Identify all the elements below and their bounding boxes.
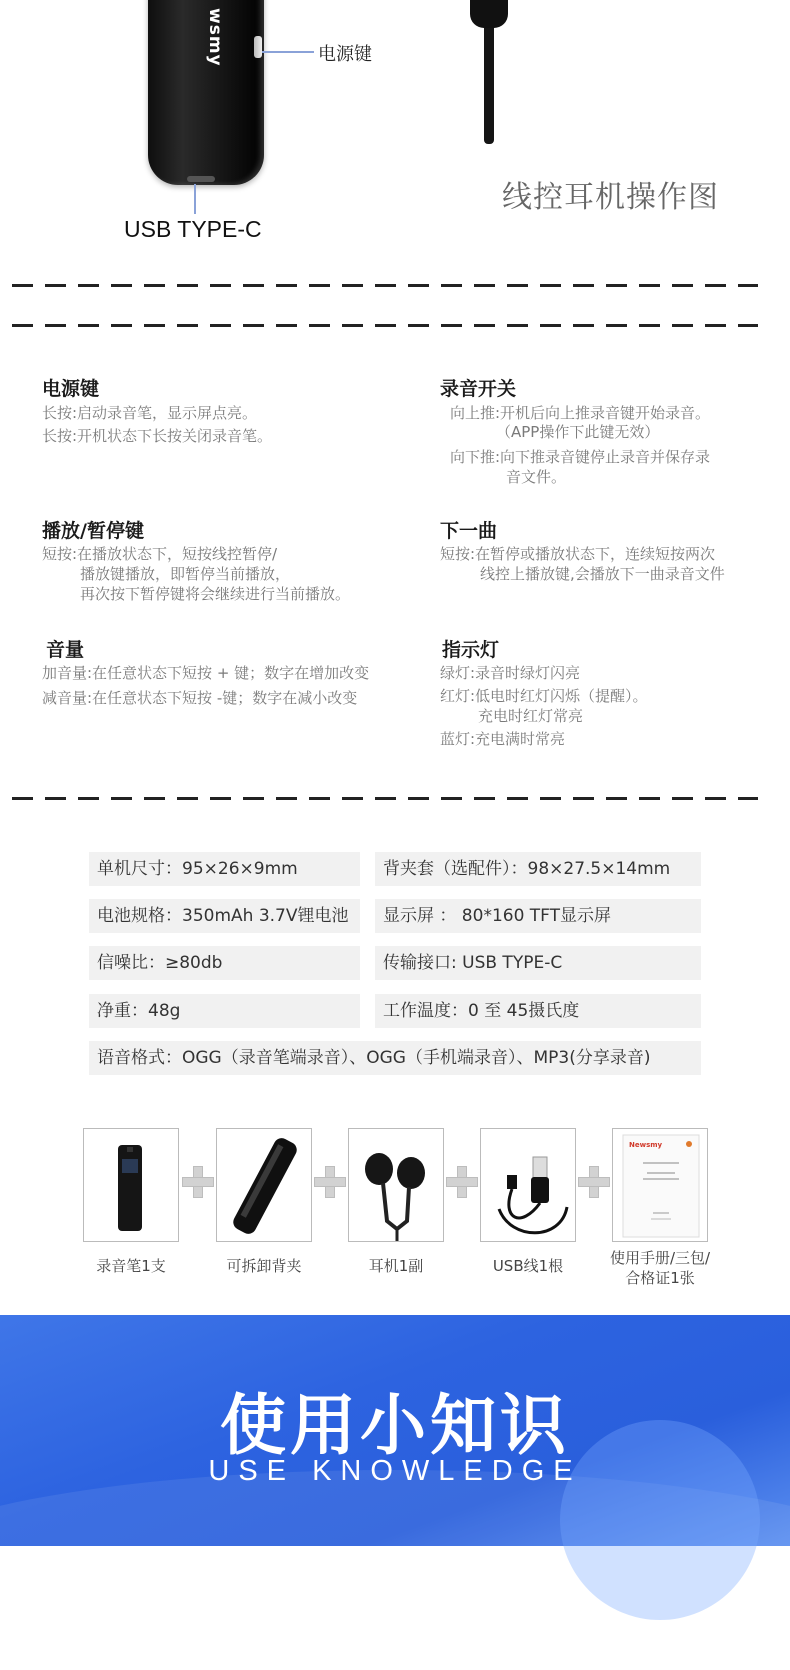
record-switch-line-2: （APP操作下此键无效） <box>496 423 660 441</box>
record-switch-line-3: 向下推:向下推录音键停止录音并保存录 <box>450 448 711 466</box>
spec-interface: 传输接口: USB TYPE-C <box>375 946 701 980</box>
dashed-divider <box>12 324 758 327</box>
earphone-plug-image <box>470 0 508 28</box>
manual-brand-text: Newsmy <box>629 1141 663 1149</box>
play-pause-line-2: 播放键播放，即暂停当前播放， <box>80 565 291 583</box>
spec-weight: 净重：48g <box>89 994 360 1028</box>
indicator-line-2: 红灯:低电时红灯闪烁（提醒）。 <box>440 687 648 705</box>
plus-icon <box>182 1166 214 1198</box>
volume-line-2: 减音量:在任意状态下短按 -键；数字在减小改变 <box>42 689 358 707</box>
indicator-line-4: 蓝灯:充电满时常亮 <box>440 730 566 748</box>
plus-icon <box>314 1166 346 1198</box>
spec-dimensions: 单机尺寸：95×26×9mm <box>89 852 360 886</box>
package-earphones-label: 耳机1副 <box>368 1257 424 1275</box>
device-power-button <box>254 36 262 58</box>
package-recorder-image <box>83 1128 179 1242</box>
record-switch-line-1: 向上推:开机后向上推录音键开始录音。 <box>450 404 711 422</box>
spec-audio-format: 语音格式：OGG（录音笔端录音）、OGG（手机端录音）、MP3(分享录音) <box>89 1041 701 1075</box>
banner-subtitle: USE KNOWLEDGE <box>208 1455 582 1487</box>
usb-callout-line <box>194 184 196 214</box>
spec-battery: 电池规格：350mAh 3.7V锂电池 <box>89 899 360 933</box>
dashed-divider <box>12 284 758 287</box>
plus-icon <box>446 1166 478 1198</box>
next-track-title: 下一曲 <box>440 520 498 542</box>
package-earphones-image <box>348 1128 444 1242</box>
spec-snr: 信噪比：≥80db <box>89 946 360 980</box>
package-manual-label: 使用手册/三包/ 合格证1张 <box>609 1249 711 1287</box>
package-manual-image <box>612 1128 708 1242</box>
package-clip-image <box>216 1128 312 1242</box>
power-key-callout-line <box>262 51 314 53</box>
package-clip-label: 可拆卸背夹 <box>226 1257 302 1275</box>
power-key-line-1: 长按:启动录音笔，显示屏点亮。 <box>42 404 258 422</box>
record-switch-title: 录音开关 <box>440 378 517 400</box>
power-key-title: 电源键 <box>42 378 100 400</box>
plus-icon <box>578 1166 610 1198</box>
play-pause-title: 播放/暂停键 <box>42 520 144 542</box>
next-track-line-2: 线控上播放键,会播放下一曲录音文件 <box>480 565 725 583</box>
banner-title: 使用小知识 <box>220 1387 570 1464</box>
dashed-divider <box>12 797 758 800</box>
play-pause-line-1: 短按:在播放状态下，短按线控暂停/ <box>42 545 278 563</box>
next-track-line-1: 短按:在暂停或播放状态下，连续短按两次 <box>440 545 716 563</box>
spec-display: 显示屏 ： 80*160 TFT显示屏 <box>375 899 701 933</box>
package-usb-cable-image <box>480 1128 576 1242</box>
package-recorder-label: 录音笔1支 <box>96 1257 166 1275</box>
power-key-label: 电源键 <box>318 44 372 65</box>
spec-clip-case: 背夹套（选配件）：98×27.5×14mm <box>375 852 701 886</box>
indicator-line-1: 绿灯:录音时绿灯闪亮 <box>440 664 581 682</box>
play-pause-line-3: 再次按下暂停键将会继续进行当前播放。 <box>80 585 351 603</box>
indicator-line-3: 充电时红灯常亮 <box>478 707 584 725</box>
earphone-diagram-caption: 线控耳机操作图 <box>502 180 719 215</box>
volume-title: 音量 <box>46 639 85 661</box>
usb-type-c-label: USB TYPE-C <box>124 216 262 242</box>
record-switch-line-4: 音文件。 <box>506 468 567 486</box>
package-usb-cable-label: USB线1根 <box>492 1257 564 1275</box>
earphone-cable-image <box>484 28 494 144</box>
spec-temperature: 工作温度：0 至 45摄氏度 <box>375 994 701 1028</box>
volume-line-1: 加音量:在任意状态下短按 + 键；数字在增加改变 <box>42 664 370 682</box>
indicator-title: 指示灯 <box>442 639 500 661</box>
device-usb-port <box>187 176 215 182</box>
device-brand-logo: wsmy <box>205 8 225 67</box>
power-key-line-2: 长按:开机状态下长按关闭录音笔。 <box>42 427 273 445</box>
